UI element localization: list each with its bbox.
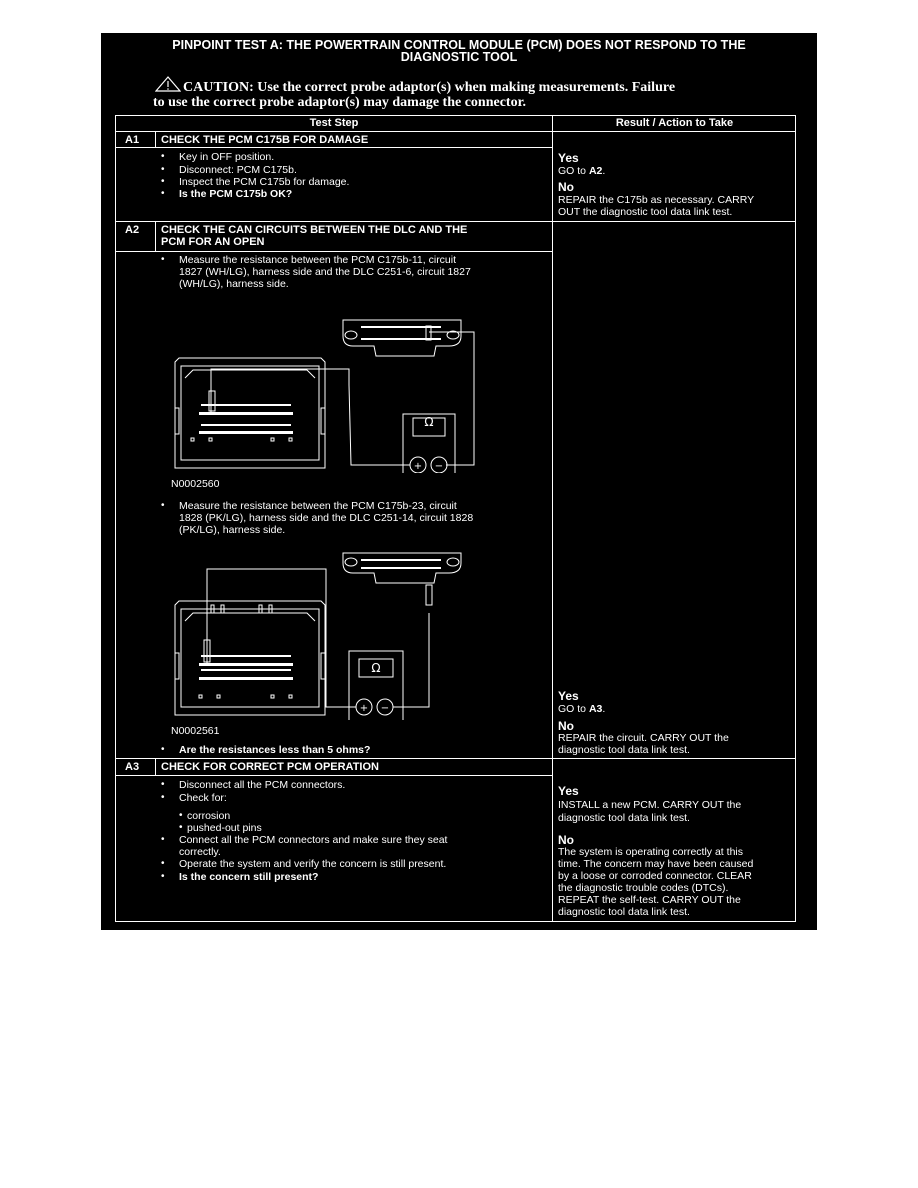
a1-bullet-3: Inspect the PCM C175b for damage. <box>179 176 350 188</box>
a3-yes-label: Yes <box>558 784 579 798</box>
a2-bullet-2-line3: (PK/LG), harness side. <box>179 524 286 536</box>
a2-bullet-2-line2: 1828 (PK/LG), harness side and the DLC C251-14, circuit 1828 <box>179 512 474 524</box>
a2-no-label: No <box>558 719 574 733</box>
a1-bullet-2: Disconnect: PCM C175b. <box>179 164 297 176</box>
a3-bullet-4: Operate the system and verify the concern is still present. <box>179 858 447 870</box>
step-a1-id: A1 <box>125 134 140 146</box>
a3-bullet-2: Check for: <box>179 792 227 804</box>
step-a1-title: CHECK THE PCM C175B FOR DAMAGE <box>161 134 369 146</box>
figure-1-id: N0002560 <box>171 478 220 490</box>
a1-no-label: No <box>558 180 574 194</box>
a3-no-line-4: the diagnostic trouble codes (DTCs). <box>558 882 729 894</box>
a3-sub-bullet-1: corrosion <box>187 810 231 822</box>
a2-bullet-1-line2: 1827 (WH/LG), harness side and the DLC C251-6, circuit 1827 <box>179 266 471 278</box>
page-title-line2: DIAGNOSTIC TOOL <box>400 50 518 64</box>
step-a3-title: CHECK FOR CORRECT PCM OPERATION <box>161 761 379 773</box>
a2-bullet-2-line1: Measure the resistance between the PCM C175b-23, circuit <box>179 500 457 512</box>
page-title-line1: PINPOINT TEST A: THE POWERTRAIN CONTROL MODULE (PCM) DOES NOT RESPOND TO THE <box>172 38 746 52</box>
figure-2-id: N0002561 <box>171 725 220 737</box>
a2-question: Are the resistances less than 5 ohms? <box>179 744 371 756</box>
a3-yes-text-2: diagnostic tool data link test. <box>558 812 690 824</box>
a1-no-text-2: OUT the diagnostic tool data link test. <box>558 206 733 218</box>
a3-sub-bullet-2: pushed-out pins <box>187 822 262 834</box>
step-a2-id: A2 <box>125 224 140 236</box>
plus-symbol-1: + <box>413 461 423 472</box>
pcm-dlc-wiring-diagram-2 <box>171 545 491 720</box>
ohm-symbol-1: Ω <box>424 415 434 429</box>
caution-line1: CAUTION: Use the correct probe adaptor(s) when making measurements. Failure <box>183 80 676 95</box>
a2-yes-text: GO to A3. <box>558 703 606 715</box>
step-a2-title-2: PCM FOR AN OPEN <box>161 236 265 248</box>
pcm-dlc-wiring-diagram-1 <box>171 298 491 473</box>
a3-no-line-3: by a loose or corroded connector. CLEAR <box>558 870 752 882</box>
a2-no-text-1: REPAIR the circuit. CARRY OUT the <box>558 732 729 744</box>
a3-no-label: No <box>558 833 574 847</box>
caution-line2: to use the correct probe adaptor(s) may damage the connector. <box>153 95 527 110</box>
minus-symbol-1: − <box>434 461 444 472</box>
a1-yes-text: GO to A2. <box>558 165 606 177</box>
a1-no-text-1: REPAIR the C175b as necessary. CARRY <box>558 194 755 206</box>
caution-triangle-icon <box>155 76 181 92</box>
a2-bullet-1-line1: Measure the resistance between the PCM C175b-11, circuit <box>179 254 457 266</box>
a2-bullet-1-line3: (WH/LG), harness side. <box>179 278 289 290</box>
a1-bullet-1: Key in OFF position. <box>179 151 275 163</box>
step-a3-id: A3 <box>125 761 140 773</box>
minus-symbol-2: − <box>380 703 390 714</box>
a3-no-line-5: REPEAT the self-test. CARRY OUT the <box>558 894 741 906</box>
a3-no-line-1: The system is operating correctly at this <box>558 846 743 858</box>
a3-bullet-3-line2: correctly. <box>179 846 221 858</box>
a3-bullet-5: Is the concern still present? <box>179 871 319 883</box>
a3-no-line-2: time. The concern may have been caused <box>558 858 754 870</box>
a3-no-line-6: diagnostic tool data link test. <box>558 906 690 918</box>
a1-yes-label: Yes <box>558 151 579 165</box>
a3-bullet-1: Disconnect all the PCM connectors. <box>179 779 346 791</box>
step-a2-title-1: CHECK THE CAN CIRCUITS BETWEEN THE DLC AND THE <box>161 224 468 236</box>
document-sheet: PINPOINT TEST A: THE POWERTRAIN CONTROL MODULE (PCM) DOES NOT RESPOND TO THE DIAGNOSTIC TOOL CAUTION: Use the correct probe adaptor(s) when making measurements. Failure to use the correct probe adaptor(s) may damage the connector. Test Step Result / Action to Take A1 CHECK THE PCM C175B FOR DAMAGE • Key in OFF position. • Disconnect: PCM C175b. • Inspect the PCM C175b for damage. • Is the PCM C175b OK? Yes GO to A2. No REPAIR the C175b as necessary. CARRY OUT the diagnostic tool data link test. A2 CHECK THE CAN CIRCUITS BETWEEN THE DLC AND THE PCM FOR AN OPEN • Measure the resistance between the PCM C175b-11, circuit 1827 (WH/LG), harness side and the DLC C251-6, circuit 1827 (WH/LG), harness side. Ω + − N0002560 • Measure the resistance between the PCM C175b-23, circuit 1828 (PK/LG), harness side and the DLC C251-14, circuit 1828 (PK/LG), harness side. Ω + − N0002561 • Are the resistances less than 5 ohms? Yes GO to A3. No REPAIR the circuit. CARRY OUT the diagnostic tool data link test. A3 CHECK FOR CORRECT PCM OPERATION • Disconnect all the PCM connectors. • Check for: • corrosion • pushed-out pins • Connect all the PCM connectors and make sure they seat correctly. • Operate the system and verify the concern is still present. • Is the concern still present? Yes INSTALL a new PCM. CARRY OUT the diagnostic tool data link test. No The system is operating correctly at this time. The concern may have been caused by a loose or corroded connector. CLEAR the diagnostic trouble codes (DTCs). REPEAT the self-test. CARRY OUT the diagnostic tool data link test. <box>101 33 817 930</box>
a3-bullet-3-line1: Connect all the PCM connectors and make sure they seat <box>179 834 448 846</box>
plus-symbol-2: + <box>359 703 369 714</box>
col-header-test-step: Test Step <box>309 117 359 129</box>
ohm-symbol-2: Ω <box>371 661 381 675</box>
a2-no-text-2: diagnostic tool data link test. <box>558 744 690 756</box>
a1-bullet-4: Is the PCM C175b OK? <box>179 188 293 200</box>
col-header-result: Result / Action to Take <box>615 117 734 129</box>
a3-yes-text-1: INSTALL a new PCM. CARRY OUT the <box>558 799 742 811</box>
a2-yes-label: Yes <box>558 689 579 703</box>
